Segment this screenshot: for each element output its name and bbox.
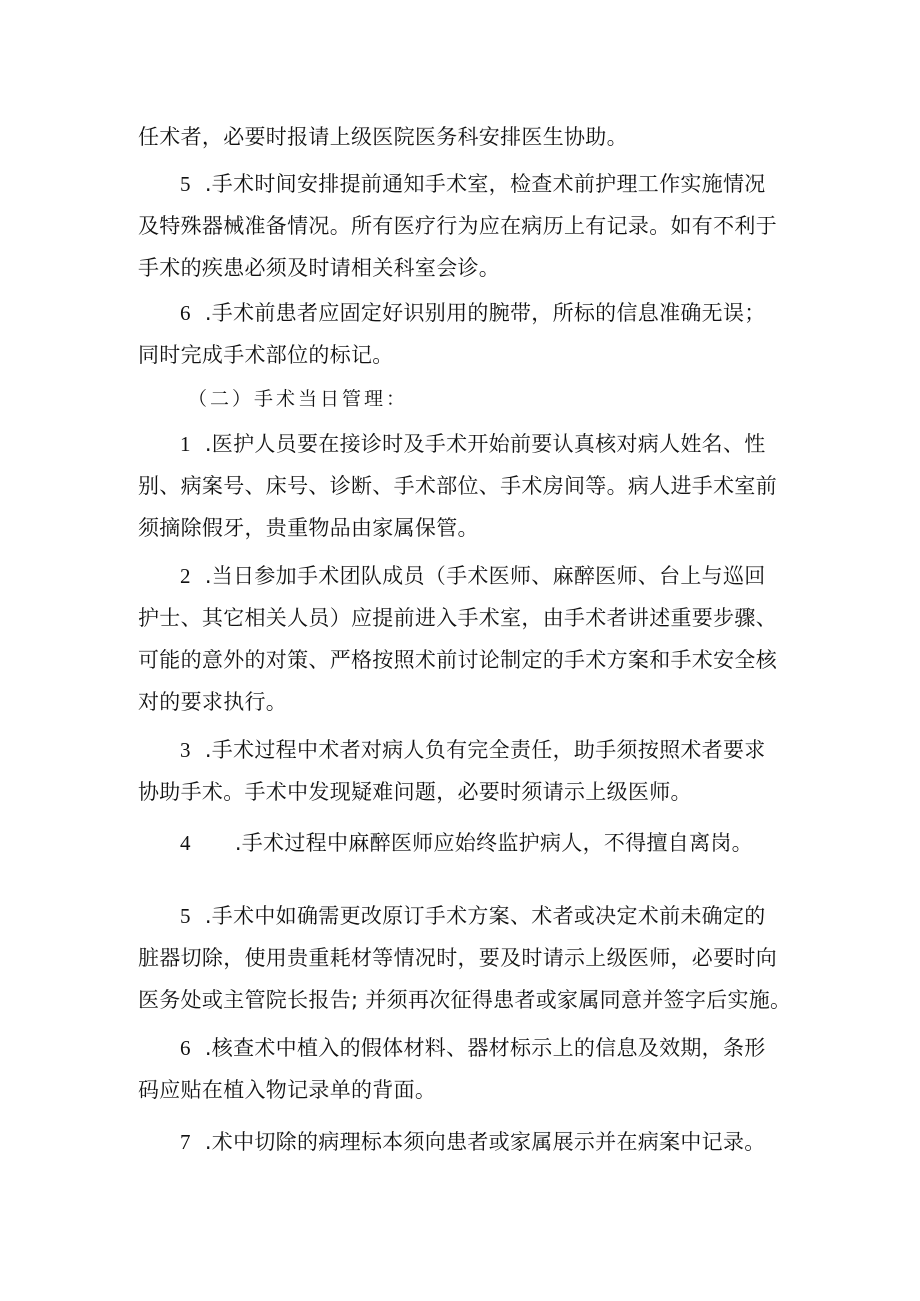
item-number: 5 <box>180 904 191 928</box>
text-line-content: .术中切除的病理标本须向患者或家属展示并在病案中记录。 <box>204 1130 766 1154</box>
text-line-content: .当日参加手术团队成员（手术医师、麻醉医师、台上与巡回 <box>204 564 766 588</box>
text-line-content: 脏器切除，使用贵重耗材等情况时，要及时请示上级医师，必要时向 <box>138 946 777 970</box>
section-heading <box>188 385 408 413</box>
list-item-2-line <box>180 562 766 590</box>
list-item-3-line <box>180 736 766 764</box>
text-line-content: .手术过程中麻醉医师应始终监护病人，不得擅自离岗。 <box>234 831 753 855</box>
item-number: 2 <box>180 564 191 588</box>
item-number: 3 <box>180 738 191 762</box>
text-line-content: 对的要求执行。 <box>138 690 288 714</box>
text-line-content: .医护人员要在接诊时及手术开始前要认真核对病人姓名、性 <box>204 432 766 456</box>
text-line <box>138 341 394 369</box>
text-line <box>138 944 777 972</box>
text-line <box>138 646 777 674</box>
text-line <box>138 212 777 240</box>
text-line-content: .手术中如确需更改原订手术方案、术者或决定术前未确定的 <box>204 904 766 928</box>
text-line <box>138 778 692 806</box>
section-heading-text: （二）手术当日管理： <box>188 388 409 410</box>
list-item-7-line <box>180 1128 766 1156</box>
text-line-content: .手术前患者应固定好识别用的腕带，所标的信息准确无误； <box>204 301 766 325</box>
text-line-content: 别、病案号、床号、诊断、手术部位、手术房间等。病人进手术室前 <box>138 474 777 498</box>
item-number: 6 <box>180 301 191 325</box>
text-line <box>138 472 777 500</box>
text-line-content: 医务处或主管院长报告; 并须再次征得患者或家属同意并签字后实施。 <box>138 988 792 1012</box>
item-number: 5 <box>180 172 191 196</box>
text-line-content: 护士、其它相关人员）应提前进入手术室，由手术者讲述重要步骤、 <box>138 606 777 630</box>
text-line-content: 须摘除假牙，贵重物品由家属保管。 <box>138 516 479 540</box>
item-number: 7 <box>180 1130 191 1154</box>
text-line-content: 及特殊器械准备情况。所有医疗行为应在病历上有记录。如有不利于 <box>138 214 777 238</box>
text-line-content: 同时完成手术部位的标记。 <box>138 343 394 367</box>
list-item-5b-line <box>180 902 766 930</box>
text-line-content: 码应贴在植入物记录单的背面。 <box>138 1078 437 1102</box>
text-line-content: .手术过程中术者对病人负有完全责任，助手须按照术者要求 <box>204 738 766 762</box>
text-line-content: .手术时间安排提前通知手术室，检查术前护理工作实施情况 <box>204 172 766 196</box>
list-item-1-line <box>180 430 766 458</box>
text-line-content: 任术者，必要时报请上级医院医务科安排医生协助。 <box>138 125 628 149</box>
item-number: 4 <box>180 831 191 855</box>
list-item-6b-line <box>180 1034 766 1062</box>
text-line-content: 可能的意外的对策、严格按照术前讨论制定的手术方案和手术安全核 <box>138 648 777 672</box>
text-line-content: .核查术中植入的假体材料、器材标示上的信息及效期，条形 <box>204 1036 766 1060</box>
text-line <box>138 688 287 716</box>
list-item-5-line <box>180 170 766 198</box>
text-line <box>138 123 628 151</box>
text-line <box>138 986 791 1014</box>
list-item-4-line <box>180 829 753 857</box>
text-line <box>138 254 500 282</box>
list-item-6-line <box>180 299 766 327</box>
text-line <box>138 1076 436 1104</box>
text-line <box>138 514 479 542</box>
text-line <box>138 604 777 632</box>
text-line-content: 手术的疾患必须及时请相关科室会诊。 <box>138 256 501 280</box>
item-number: 1 <box>180 432 191 456</box>
text-line-content: 协助手术。手术中发现疑难问题，必要时须请示上级医师。 <box>138 780 692 804</box>
item-number: 6 <box>180 1036 191 1060</box>
